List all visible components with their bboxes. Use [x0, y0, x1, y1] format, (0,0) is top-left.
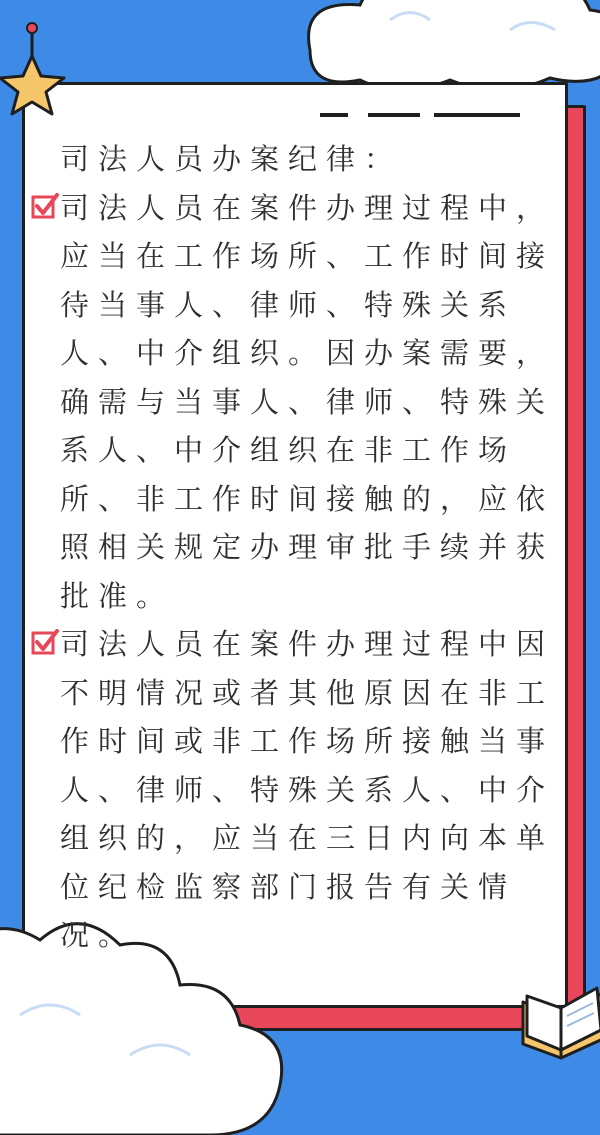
text-line: 司法人员在案件办理过程中，: [60, 190, 555, 225]
text-line: 位纪检监察部门报告有关情: [60, 869, 517, 904]
text-line: 况。: [60, 918, 137, 952]
text-line: 照相关规定办理审批手续并获: [60, 530, 555, 564]
text-line: 批准。: [60, 578, 175, 613]
checkbox-check-icon: [30, 192, 60, 222]
text-line: 组织的，应当在三日内向本单: [60, 821, 555, 855]
open-book-icon: [515, 972, 600, 1062]
text-line: 人、中介组织。因办案需要，: [60, 336, 555, 370]
list-item-1: [60, 184, 555, 621]
checkbox-check-icon: [30, 628, 60, 658]
text-line: 待当事人、律师、特殊关系: [60, 287, 517, 322]
text-line: 系人、中介组织在非工作场: [60, 433, 517, 467]
text-line: 所、非工作时间接触的，应依: [60, 481, 555, 516]
text-line: 应当在工作场所、工作时间接: [60, 239, 555, 273]
text-line: 不明情况或者其他原因在非工: [60, 675, 555, 710]
text-line: 确需与当事人、律师、特殊关: [60, 384, 555, 419]
list-item-2: [60, 620, 555, 960]
star-ornament-icon: [0, 20, 80, 120]
heading: 司法人员办案纪律：: [60, 142, 403, 176]
discipline-text-block: [60, 135, 555, 960]
decorative-dashes: [320, 110, 530, 120]
text-line: 作时间或非工作场所接触当事: [60, 724, 555, 758]
text-line: 人、律师、特殊关系人、中介: [60, 772, 555, 807]
text-line: 司法人员在案件办理过程中因: [60, 627, 555, 661]
